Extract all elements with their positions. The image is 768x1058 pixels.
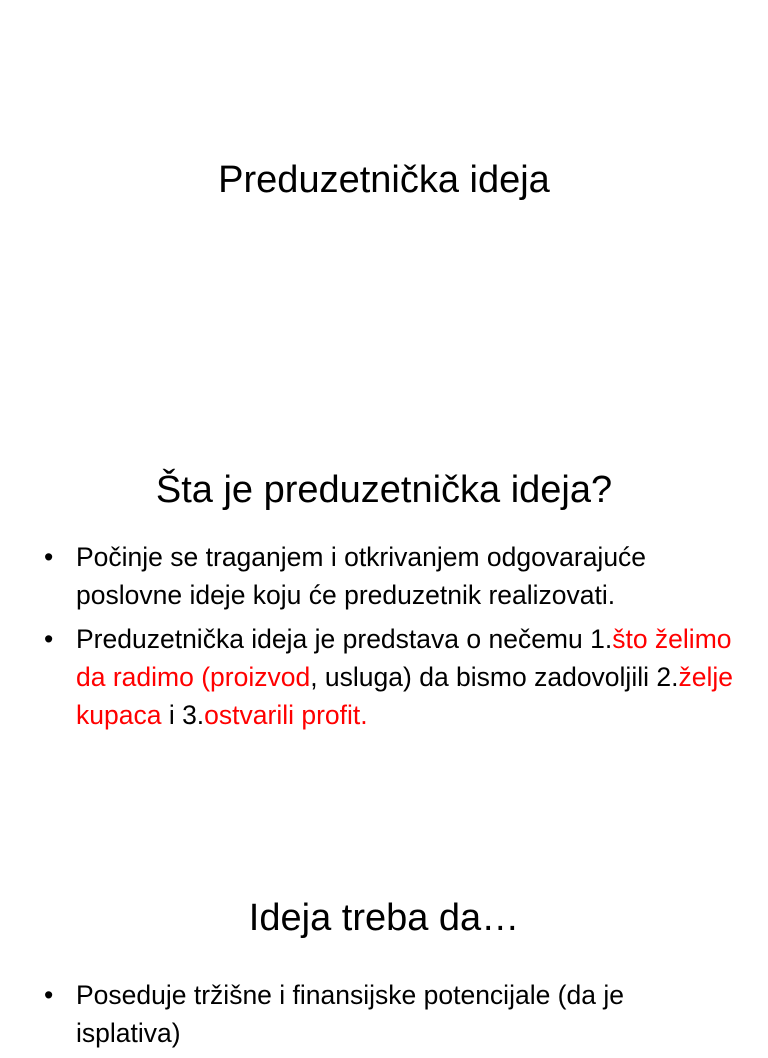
slide-2-bullet-list xyxy=(44,538,734,740)
highlight-profit: ostvarili profit. xyxy=(204,700,368,730)
slide-requirements xyxy=(0,880,768,1048)
bullet-text-part: , usluga) da bismo zadovoljili 2. xyxy=(310,662,679,692)
slide-1-title: Preduzetnička ideja xyxy=(218,159,550,201)
bullet-item xyxy=(44,538,734,614)
bullet-dot-icon: • xyxy=(44,980,54,1010)
bullet-text: Poseduje tržišne i finansijske potencijale (da je isplativa) xyxy=(76,980,624,1048)
slide-2-title: Šta je preduzetnička ideja? xyxy=(155,469,613,511)
bullet-text-part: Preduzetnička ideja je predstava o nečemu 1. xyxy=(76,624,613,654)
slide-3-bullet-list xyxy=(44,976,734,1058)
highlight-customer-wishes: želje kupaca xyxy=(76,662,733,730)
bullet-item xyxy=(44,976,734,1052)
slide-3-title: Ideja treba da… xyxy=(248,897,520,939)
highlight-product: što želimo da radimo (proizvod xyxy=(76,624,732,692)
bullet-dot-icon: • xyxy=(44,542,54,572)
bullet-dot-icon: • xyxy=(44,624,54,654)
bullet-text: Počinje se traganjem i otkrivanjem odgovarajuće poslovne ideje koju će preduzetnik realizovati. xyxy=(76,542,647,610)
bullet-text-part: i 3. xyxy=(161,700,205,730)
bullet-item xyxy=(44,620,734,734)
slide-definition xyxy=(0,430,768,860)
slide-title-page xyxy=(0,0,768,400)
